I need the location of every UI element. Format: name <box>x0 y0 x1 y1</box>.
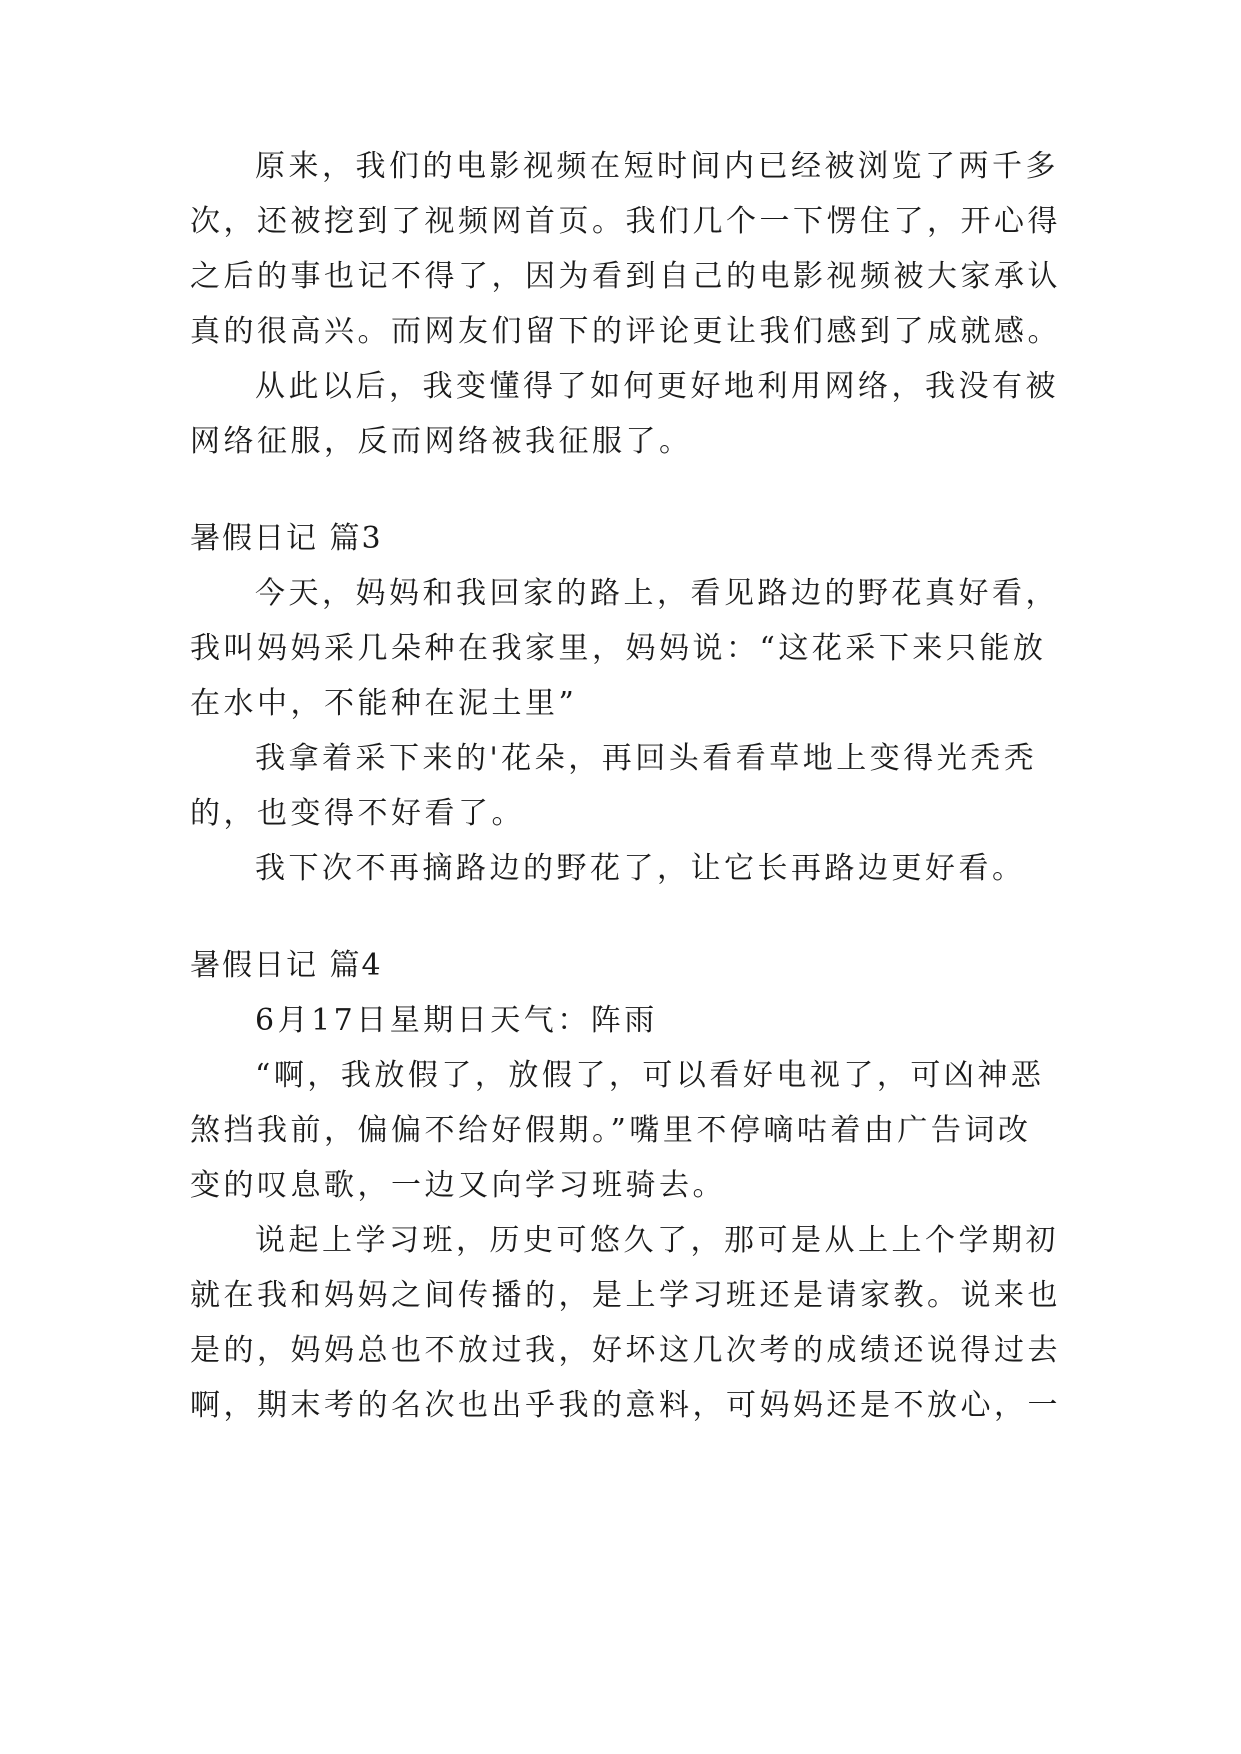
text-line: 的，也变得不好看了。 <box>190 796 525 831</box>
text-line: 之后的事也记不得了，因为看到自己的电影视频被大家承认 <box>190 259 1061 294</box>
text-line: 啊，期末考的名次也出乎我的意料，可妈妈还是不放心，一 <box>190 1388 1061 1423</box>
text-line: “啊，我放假了，放假了，可以看好电视了，可凶神恶 <box>255 1058 1045 1093</box>
text-line: 原来，我们的电影视频在短时间内已经被浏览了两千多 <box>255 149 1059 184</box>
text-line: 网络征服，反而网络被我征服了。 <box>190 424 693 459</box>
text-line: 今天，妈妈和我回家的路上，看见路边的野花真好看， <box>255 576 1059 611</box>
text-line: 真的很高兴。而网友们留下的评论更让我们感到了成就感。 <box>190 314 1061 349</box>
text-line: 我下次不再摘路边的野花了，让它长再路边更好看。 <box>255 851 1026 886</box>
text-line: 说起上学习班，历史可悠久了，那可是从上上个学期初 <box>255 1223 1059 1258</box>
text-line: 次，还被挖到了视频网首页。我们几个一下愣住了，开心得 <box>190 204 1061 239</box>
text-line: 变的叹息歌，一边又向学习班骑去。 <box>190 1168 726 1203</box>
text-line: 就在我和妈妈之间传播的，是上学习班还是请家教。说来也 <box>190 1278 1061 1313</box>
text-line: 我拿着采下来的'花朵，再回头看看草地上变得光秃秃 <box>255 741 1038 776</box>
text-line: 在水中，不能种在泥土里” <box>190 686 578 721</box>
text-line: 是的，妈妈总也不放过我，好坏这几次考的成绩还说得过去 <box>190 1333 1061 1368</box>
text-line: 我叫妈妈采几朵种在我家里，妈妈说：“这花采下来只能放 <box>190 631 1047 666</box>
section-heading: 暑假日记 篇3 <box>190 521 383 556</box>
text-line: 6月17日星期日天气：阵雨 <box>255 1003 658 1038</box>
text-line: 煞挡我前，偏偏不给好假期。”嘴里不停嘀咕着由广告词改 <box>190 1113 1032 1148</box>
section-heading: 暑假日记 篇4 <box>190 948 383 983</box>
text-line: 从此以后，我变懂得了如何更好地利用网络，我没有被 <box>255 369 1059 404</box>
